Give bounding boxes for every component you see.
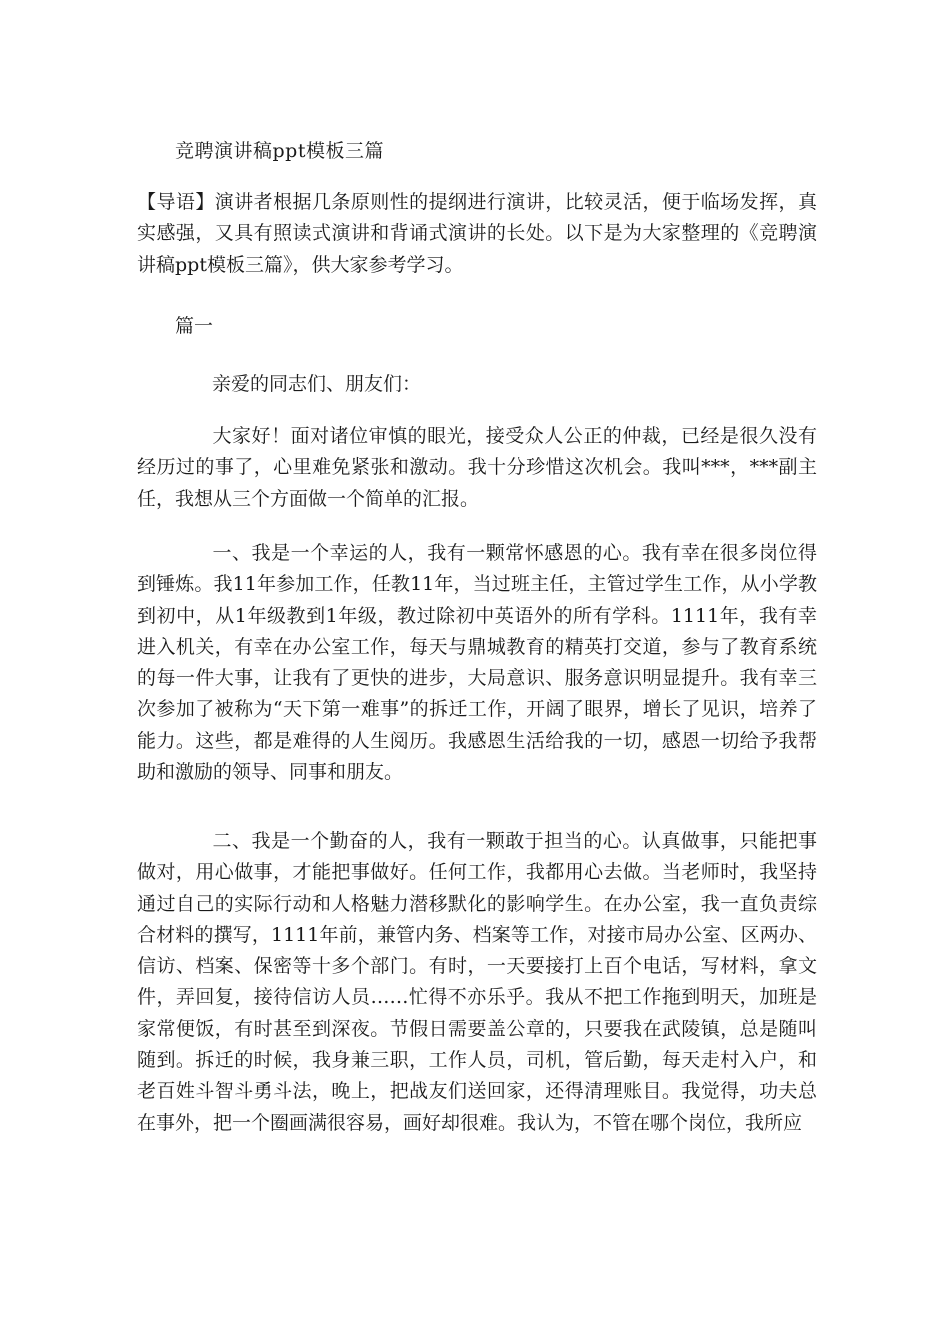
paragraph-3	[137, 826, 817, 1139]
lead-label: 【导语】	[137, 191, 215, 213]
document-title: 竞聘演讲稿ppt模板三篇	[175, 140, 384, 162]
lead-paragraph	[137, 187, 817, 281]
paragraph-text: 二、我是一个勤奋的人，我有一颗敢于担当的心。认真做事，只能把事做对，用心做事，才能把事做好。任何工作，我都用心去做。当老师时，我坚持通过自己的实际行动和人格魅力潜移默化的影响学生。在办公室，我一直负责综合材料的撰写，1111年前，兼管内务、档案等工作，对接市局办公室、区两办、信访、档案、保密等十多个部门。有时，一天要接打上百个电话，写材料，拿文件，弄回复，接待信访人员……忙得不亦乐乎。我从不把工作拖到明天，加班是家常便饭，有时甚至到深夜。节假日需要盖公章的，只要我在武陵镇，总是随叫随到。拆迁的时候，我身兼三职，工作人员，司机，管后勤，每天走村入户，和老百姓斗智斗勇斗法，晚上，把战友们送回家，还得清理账目。我觉得，功夫总在事外，把一个圈画满很容易，画好却很难。我认为，不管在哪个岗位，我所应	[137, 830, 817, 1134]
paragraph-text: 大家好！面对诸位审慎的眼光，接受众人公正的仲裁，已经是很久没有经历过的事了，心里难免紧张和激动。我十分珍惜这次机会。我叫***，***副主任，我想从三个方面做一个简单的汇报。	[137, 425, 817, 510]
paragraph-1	[137, 421, 817, 515]
paragraph-2	[137, 538, 817, 788]
section-heading: 篇一	[175, 315, 214, 337]
paragraph-text: 一、我是一个幸运的人，我有一颗常怀感恩的心。我有幸在很多岗位得到锤炼。我11年参加工作，任教11年，当过班主任，主管过学生工作，从小学教到初中，从1年级教到1年级，教过除初中英语外的所有学科。1111年，我有幸进入机关，有幸在办公室工作，每天与鼎城教育的精英打交道，参与了教育系统的每一件大事，让我有了更快的进步，大局意识、服务意识明显提升。我有幸三次参加了被称为“天下第一难事”的拆迁工作，开阔了眼界，增长了见识，培养了能力。这些，都是难得的人生阅历。我感恩生活给我的一切，感恩一切给予我帮助和激励的领导、同事和朋友。	[137, 542, 817, 784]
greeting: 亲爱的同志们、朋友们：	[212, 373, 422, 395]
lead-text: 演讲者根据几条原则性的提纲进行演讲，比较灵活，便于临场发挥，真实感强，又具有照读式演讲和背诵式演讲的长处。以下是为大家整理的《竞聘演讲稿ppt模板三篇》，供大家参考学习。	[137, 191, 817, 276]
